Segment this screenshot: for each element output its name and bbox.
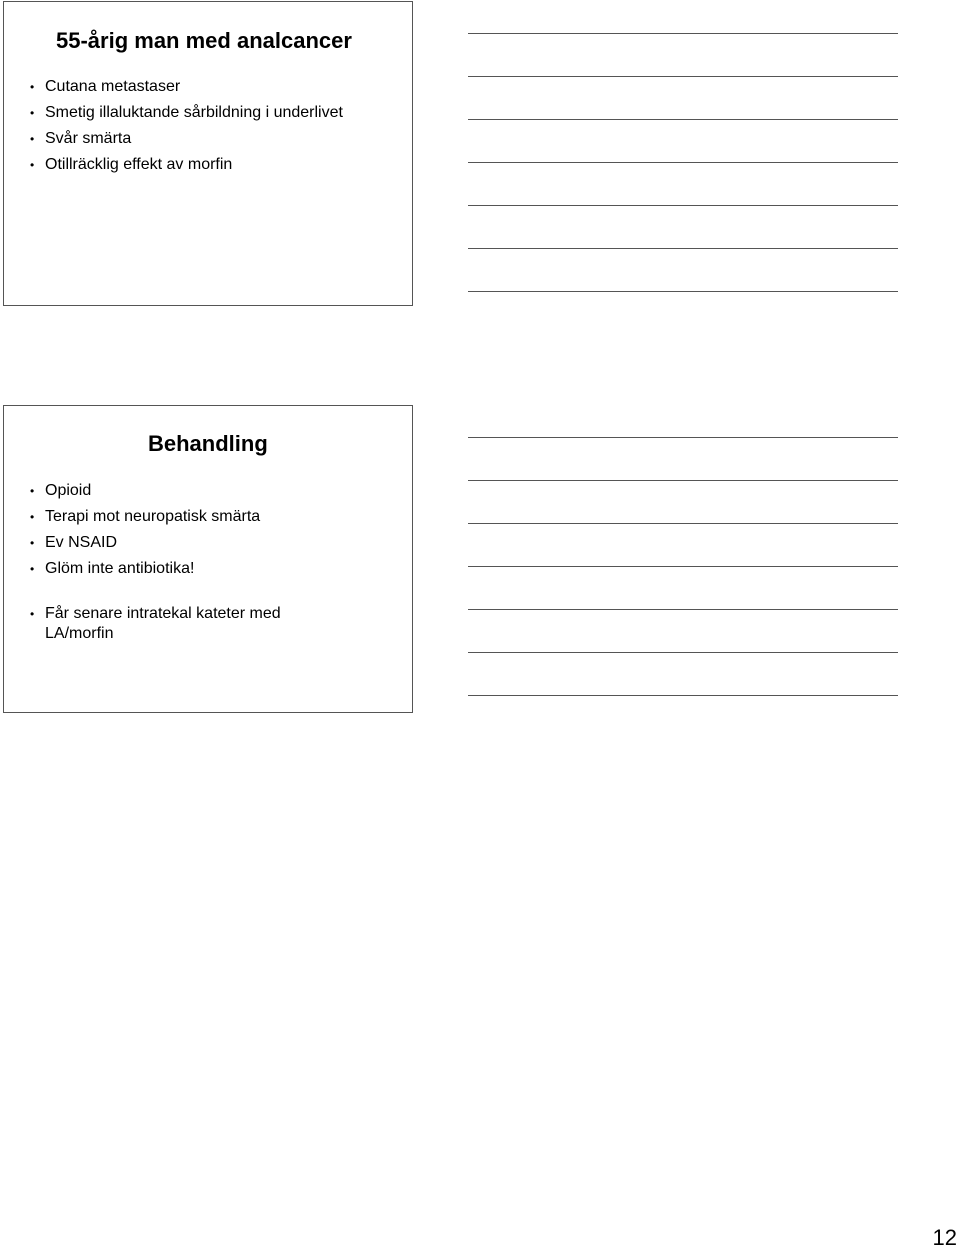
bullet-icon: • xyxy=(30,562,35,576)
bullet-icon: • xyxy=(30,80,35,94)
bullet-icon: • xyxy=(30,484,35,498)
bullet-text: Glöm inte antibiotika! xyxy=(45,560,195,577)
bullet-item xyxy=(28,156,343,174)
note-line xyxy=(468,523,898,524)
bullet-item xyxy=(28,508,345,526)
bullet-text: Terapi mot neuropatisk smärta xyxy=(45,508,261,525)
note-line xyxy=(468,291,898,292)
note-line xyxy=(468,609,898,610)
note-line xyxy=(468,248,898,249)
notes-lines xyxy=(468,437,898,738)
bullet-icon: • xyxy=(30,158,35,172)
bullet-item xyxy=(28,560,345,578)
slide-1 xyxy=(3,1,413,306)
note-line xyxy=(468,652,898,653)
bullet-list xyxy=(28,482,345,652)
bullet-text: Opioid xyxy=(45,482,92,499)
bullet-icon: • xyxy=(30,510,35,524)
slide-2 xyxy=(3,405,413,713)
note-line xyxy=(468,119,898,120)
bullet-list xyxy=(28,78,343,182)
note-line xyxy=(468,695,898,696)
bullet-text: Får senare intratekal kateter med LA/morfin xyxy=(45,605,281,642)
note-line xyxy=(468,437,898,438)
bullet-item xyxy=(28,482,345,500)
bullet-text: Cutana metastaser xyxy=(45,78,181,95)
bullet-icon: • xyxy=(30,536,35,550)
bullet-text: Smetig illaluktande sårbildning i underlivet xyxy=(45,104,343,121)
note-line xyxy=(468,162,898,163)
bullet-item xyxy=(28,604,345,644)
bullet-item xyxy=(28,104,343,122)
bullet-text: Ev NSAID xyxy=(45,534,118,551)
slide-title: Behandling xyxy=(148,431,268,456)
bullet-icon: • xyxy=(30,106,35,120)
bullet-icon: • xyxy=(30,132,35,146)
bullet-text: Svår smärta xyxy=(45,130,132,147)
note-line xyxy=(468,205,898,206)
bullet-icon: • xyxy=(30,607,35,621)
bullet-item xyxy=(28,78,343,96)
note-line xyxy=(468,480,898,481)
note-line xyxy=(468,33,898,34)
note-line xyxy=(468,76,898,77)
page-number: 12 xyxy=(932,1225,957,1250)
notes-lines xyxy=(468,33,898,334)
bullet-item xyxy=(28,130,343,148)
bullet-item xyxy=(28,534,345,552)
slide-title: 55-årig man med analcancer xyxy=(56,28,352,53)
bullet-text: Otillräcklig effekt av morfin xyxy=(45,156,233,173)
note-line xyxy=(468,566,898,567)
